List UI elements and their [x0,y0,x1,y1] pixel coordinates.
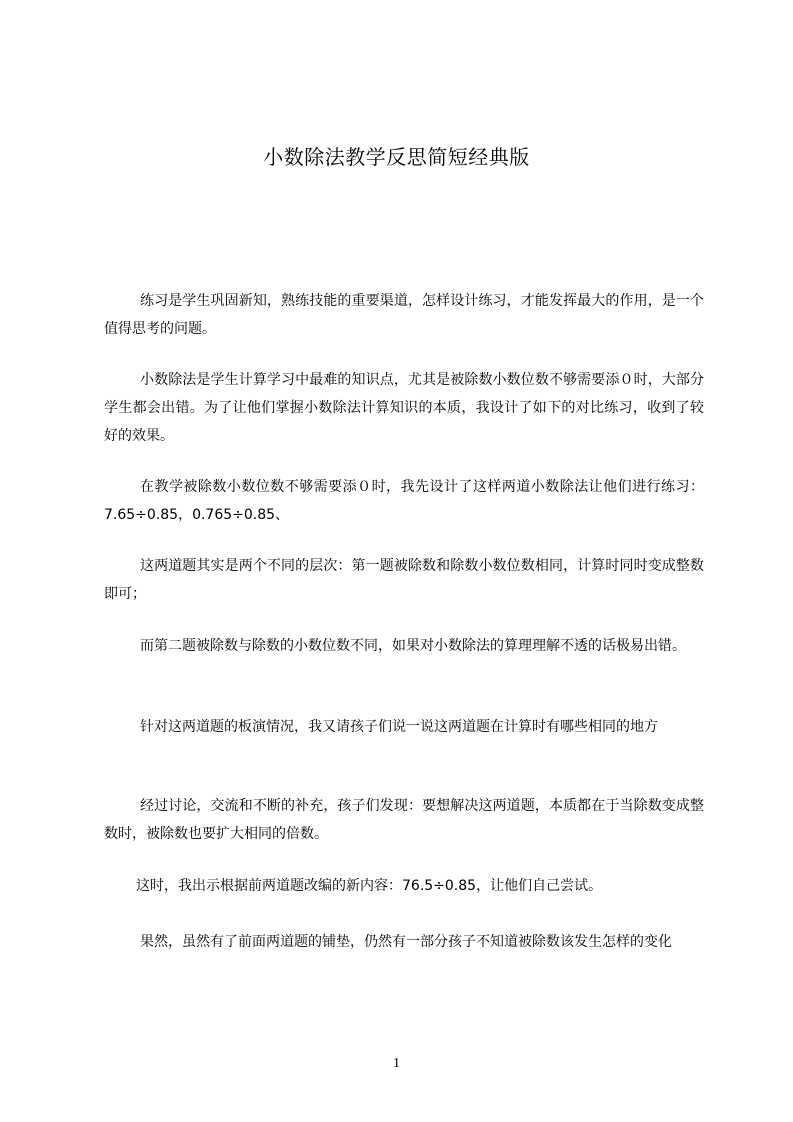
page-number: 1 [393,1056,400,1071]
paragraph-2: 小数除法是学生计算学习中最难的知识点，尤其是被除数小数位数不够需要添０时，大部分学生都会出错。为了让他们掌握小数除法计算知识的本质，我设计了如下的对比练习，收到了较好的效果。 [104,372,704,444]
paragraph-4: 这两道题其实是两个不同的层次：第一题被除数和除数小数位数相同，计算时同时变成整数即可； [104,558,704,602]
document-title: 小数除法教学反思简短经典版 [263,145,530,169]
paragraph-7: 经过讨论，交流和不断的补充，孩子们发现：要想解决这两道题，本质都在于当除数变成整数时，被除数也要扩大相同的倍数。 [104,798,704,842]
paragraph-3: 在教学被除数小数位数不够需要添０时，我先设计了这样两道小数除法让他们进行练习：7.65÷0.85，0.765÷0.85、 [104,479,704,523]
paragraph-8: 这时，我出示根据前两道题改编的新内容：76.5÷0.85，让他们自己尝试。 [136,878,603,894]
paragraph-9: 果然，虽然有了前面两道题的铺垫，仍然有一部分孩子不知道被除数该发生怎样的变化 [140,934,672,950]
paragraph-5: 而第二题被除数与除数的小数位数不同，如果对小数除法的算理理解不透的话极易出错。 [140,638,686,654]
paragraph-1: 练习是学生巩固新知，熟练技能的重要渠道，怎样设计练习，才能发挥最大的作用，是一个值得思考的问题。 [104,293,704,337]
paragraph-6: 针对这两道题的板演情况，我又请孩子们说一说这两道题在计算时有哪些相同的地方 [140,719,658,735]
